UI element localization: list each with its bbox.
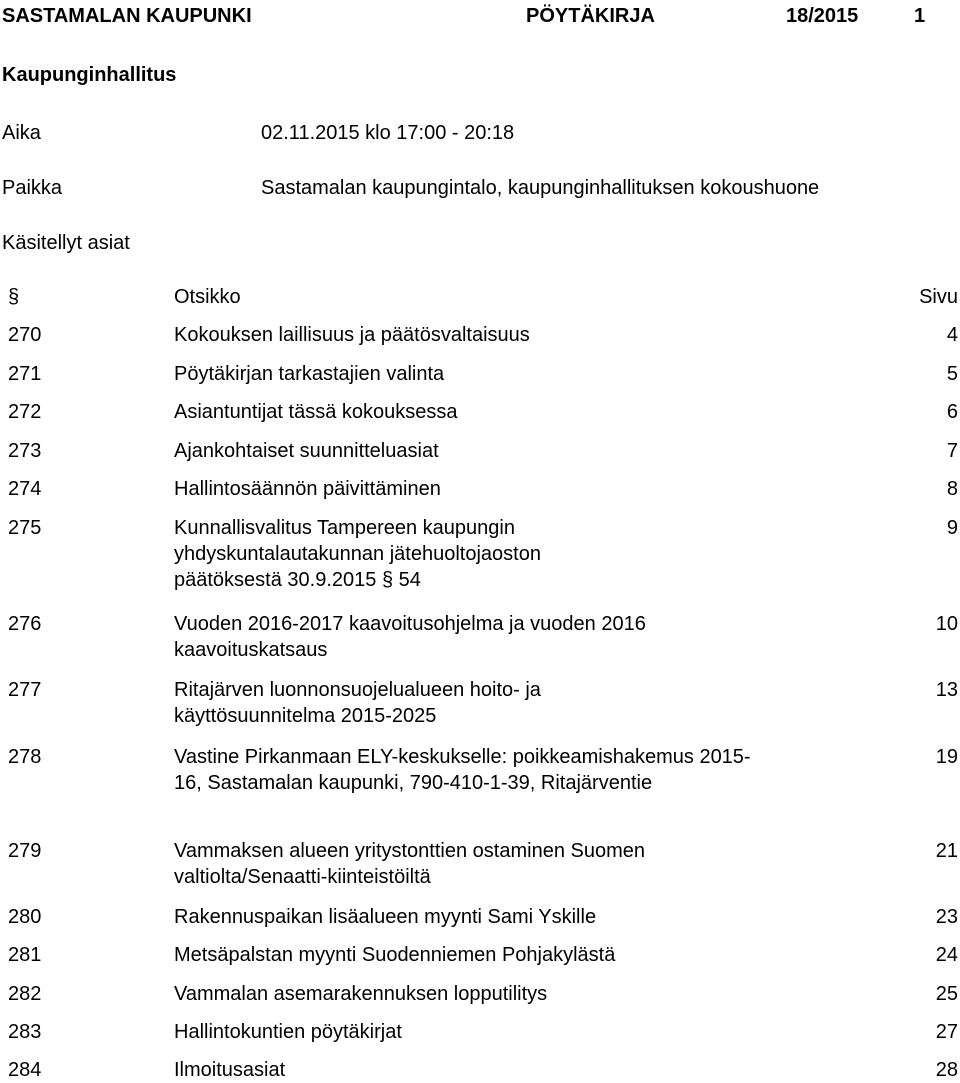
item-page: 7 — [946, 440, 958, 462]
item-number: 277 — [8, 679, 42, 701]
time-label: Aika — [2, 122, 41, 144]
item-title: Ilmoitusasiat — [174, 1059, 286, 1081]
item-page: 9 — [946, 517, 958, 539]
item-title: Pöytäkirjan tarkastajien valinta — [174, 363, 445, 385]
item-title: Vammaksen alueen yritystonttien ostaminen Suomen valtiolta/Senaatti-kiinteistöiltä — [174, 840, 645, 888]
item-number: 276 — [8, 613, 42, 635]
item-page: 25 — [935, 983, 958, 1005]
item-title: Kokouksen laillisuus ja päätösvaltaisuus — [174, 324, 530, 346]
item-title: Ritajärven luonnonsuojelualueen hoito- ja käyttösuunnitelma 2015-2025 — [174, 679, 541, 727]
item-title: Hallintokuntien pöytäkirjat — [174, 1021, 402, 1043]
item-page: 21 — [935, 840, 958, 862]
item-page: 4 — [946, 324, 958, 346]
item-page: 10 — [935, 613, 958, 635]
item-number: 279 — [8, 840, 42, 862]
item-title: Vastine Pirkanmaan ELY-keskukselle: poikkeamishakemus 2015-16, Sastamalan kaupunki, 790-410-1-39, Ritajärventie — [174, 746, 751, 794]
section-reference: § 54 — [381, 569, 421, 591]
page-number: 1 — [914, 5, 926, 27]
item-page: 5 — [946, 363, 958, 385]
item-page: 13 — [935, 679, 958, 701]
place-value: Sastamalan kaupungintalo, kaupunginhallituksen kokoushuone — [261, 177, 820, 199]
item-page: 6 — [946, 401, 958, 423]
item-page: 28 — [935, 1059, 958, 1081]
place-label: Paikka — [2, 177, 63, 199]
item-number: 284 — [8, 1059, 42, 1081]
section-heading: Käsitellyt asiat — [2, 232, 130, 254]
document-number: 18/2015 — [786, 5, 859, 27]
item-number: 271 — [8, 363, 42, 385]
item-number: 270 — [8, 324, 42, 346]
item-title: Vammalan asemarakennuksen lopputilitys — [174, 983, 548, 1005]
item-number: 273 — [8, 440, 42, 462]
item-number: 278 — [8, 746, 42, 768]
item-title: Ajankohtaiset suunnitteluasiat — [174, 440, 439, 462]
item-number: 274 — [8, 478, 42, 500]
section-symbol-header: § — [8, 286, 20, 308]
document-type: PÖYTÄKIRJA — [526, 5, 655, 27]
item-title — [174, 515, 594, 593]
time-value: 02.11.2015 klo 17:00 - 20:18 — [261, 122, 515, 144]
item-page: 24 — [935, 944, 958, 966]
item-title: Vuoden 2016-2017 kaavoitusohjelma ja vuoden 2016 kaavoituskatsaus — [174, 613, 646, 661]
item-number: 281 — [8, 944, 42, 966]
organization-name: SASTAMALAN KAUPUNKI — [2, 5, 252, 27]
title-column-header: Otsikko — [174, 286, 241, 308]
item-number: 280 — [8, 906, 42, 928]
item-number: 283 — [8, 1021, 42, 1043]
item-number: 272 — [8, 401, 42, 423]
item-page: 8 — [946, 478, 958, 500]
item-page: 23 — [935, 906, 958, 928]
item-title: Asiantuntijat tässä kokouksessa — [174, 401, 458, 423]
item-number: 275 — [8, 517, 42, 539]
page-column-header: Sivu — [919, 286, 958, 308]
item-title-text: Kunnallisvalitus Tampereen kaupungin yhdyskuntalautakunnan jätehuoltojaoston päätöksestä 30.9.2015 — [174, 517, 541, 591]
item-page: 19 — [935, 746, 958, 768]
item-title: Rakennuspaikan lisäalueen myynti Sami Yskille — [174, 906, 597, 928]
item-number: 282 — [8, 983, 42, 1005]
item-title: Hallintosäännön päivittäminen — [174, 478, 441, 500]
item-page: 27 — [935, 1021, 958, 1043]
body-name: Kaupunginhallitus — [2, 64, 177, 86]
item-title: Metsäpalstan myynti Suodenniemen Pohjakylästä — [174, 944, 616, 966]
